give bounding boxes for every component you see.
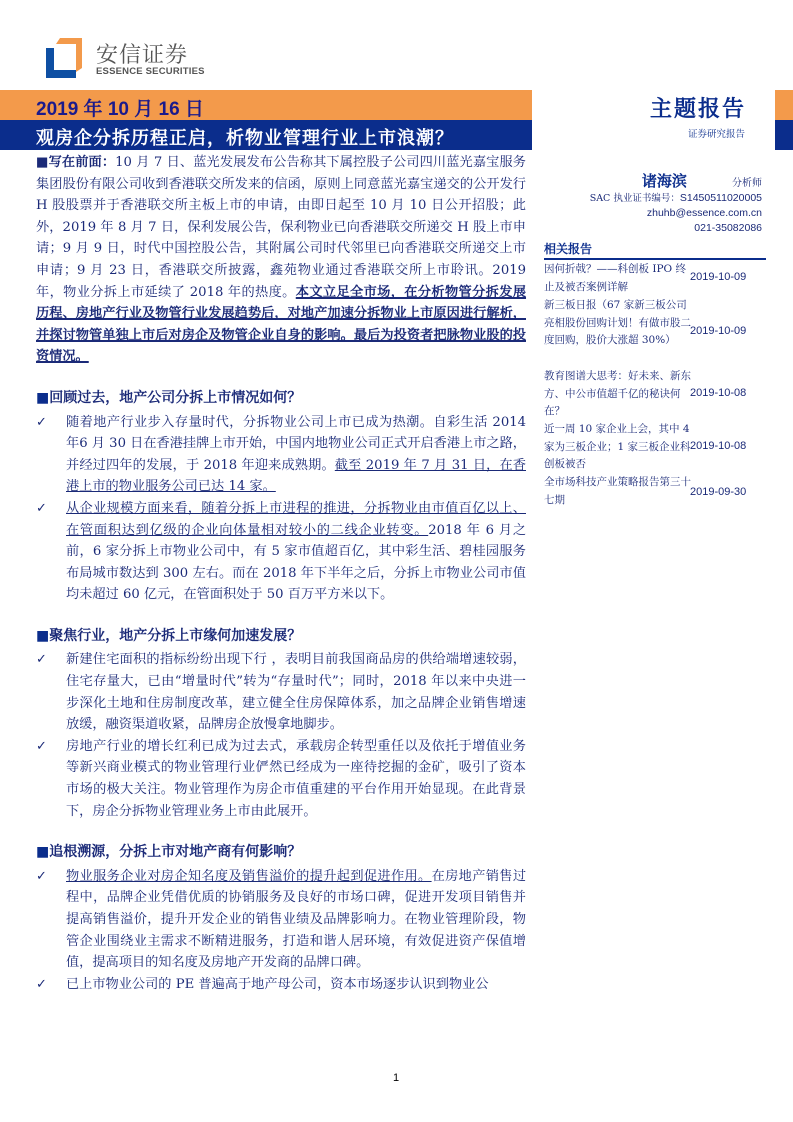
related-report-title[interactable]: 全市场科技产业策略报告第三十七期: [544, 476, 691, 506]
page-number: 1: [393, 1072, 400, 1084]
related-report-date: 2019-10-09: [690, 325, 747, 337]
related-reports-list: [544, 261, 774, 510]
analyst-phone: 021-35082086: [694, 222, 762, 234]
bullet-item: ✓ 新建住宅面积的指标纷纷出现下行 ，表明目前我国商品房的供给端增速较弱，住宅存量大，已由“增量时代”转为“存量时代”；同时，2018 年以来中央进一步深化土地和住房制度改革，建立健全住房保障体系，加之品牌企业销售增速放缓，融资渠道收紧，品牌房企放慢拿地脚步。: [36, 649, 526, 735]
checkmark-icon: ✓: [36, 414, 47, 430]
sac-number: S1450511020005: [679, 192, 762, 204]
report-body: [36, 152, 526, 995]
related-report-title[interactable]: 因何折戟？——科创板 IPO 终止及被否案例详解: [544, 263, 686, 293]
intro-paragraph: [36, 152, 526, 368]
intro-highlight: 本文立足全市场，在分析物管分拆发展历程、房地产行业及物管行业发展趋势后，对地产加速分拆物业上市原因进行解析，并探讨物管单独上市后对房企及物管企业自身的影响。最后为投资者把脉物业股的投资情况。: [36, 284, 527, 365]
intro-text: 10 月 7 日、蓝光发展发布公告称其下属控股子公司四川蓝光嘉宝服务集团股份有限公司收到香港联交所发来的信函，原则上同意蓝光嘉宝递交的公开发行 H 股股票并于香港联交所主板上市的申请，由即日起至 10 月 10 日公开招股；此外，2019 年 8 月 7 日，保利发展公告，保利物业已向香港联交所递交 H 股上市申请；9 月 9 日，时代中国控股公告，其附属公司时代邻里已向香港联交所递交上市申请；9 月 23 日，香港联交所披露，鑫苑物业通过香港联交所上市聆讯。2019 年，物业分拆上市延续了 2018 年的热度。: [36, 155, 526, 300]
bullet-item: ✓ 已上市物业公司的 PE 普遍高于地产母公司，资本市场逐步认识到物业公: [36, 974, 526, 996]
analyst-info: [540, 170, 762, 236]
bullet-item: ✓ 随着地产行业步入存量时代，分拆物业公司上市已成为热潮。自彩生活 2014 年6 月 30 日在香港挂牌上市开始，中国内地物业公司正式开启香港上市之路，并经过四年的发展，于 2018 年迎来成熟期。截至 2019 年 7 月 31 日，在香港上市的物业服务公司已达 14 家。: [36, 412, 526, 498]
analyst-email[interactable]: zhuhb@essence.com.cn: [646, 207, 762, 219]
section-heading: ■追根溯源，分拆上市对地产商有何影响？: [36, 844, 302, 861]
related-report-item[interactable]: [544, 261, 774, 296]
edge-accent-navy: [775, 120, 793, 150]
related-report-date: 2019-09-30: [690, 486, 747, 498]
checkmark-icon: ✓: [36, 652, 47, 668]
report-date: 2019 年 10 月 16 日: [36, 99, 204, 120]
checkmark-icon: ✓: [36, 500, 47, 516]
section-review: [36, 388, 526, 606]
section-heading: ■聚焦行业，地产分拆上市缘何加速发展？: [36, 627, 302, 644]
related-report-title[interactable]: 新三板日报（67 家新三板公司亮相股份回购计划！有做市股二度回购，股价大涨超 30%）: [544, 299, 691, 346]
section-heading: ■回顾过去，地产公司分拆上市情况如何？: [36, 389, 302, 406]
related-report-title[interactable]: 教育图谱大思考：好未来、新东方、中公市值超千亿的秘诀何在？: [544, 370, 691, 417]
report-type: 主题报告: [650, 96, 747, 122]
logo-name-en: ESSENCE SECURITIES: [96, 66, 205, 77]
related-reports-heading: 相关报告: [544, 242, 593, 256]
analyst-name: 诸海滨: [641, 172, 687, 190]
divider: [544, 258, 766, 260]
section-industry: [36, 626, 526, 822]
related-report-item[interactable]: [544, 421, 774, 473]
bullet-item: ✓ 物业服务企业对房企知名度及销售溢价的提升起到促进作用。在房地产销售过程中，品牌企业凭借优质的协销服务及良好的市场口碑，促进开发项目销售并提高销售溢价，提升开发企业的销售业绩及品牌影响力。在物业管理阶段，物管企业围绕业主需求不断精进服务，打造和谐人居环境，有效促进资产保值增值，提高项目的知名度及房地产开发商的品牌口碑。: [36, 866, 526, 974]
checkmark-icon: ✓: [36, 868, 47, 884]
analyst-role: 分析师: [732, 178, 762, 189]
related-report-item[interactable]: [544, 297, 774, 367]
intro-lead: ■写在前面：: [36, 155, 116, 170]
related-report-title[interactable]: 近一周 10 家企业上会，其中 4 家为三板企业；1 家三板企业科创板被否: [544, 423, 691, 470]
bullet-item: ✓ 房地产行业的增长红利已成为过去式，承载房企转型重任以及依托于增值业务等新兴商业模式的物业管理行业俨然已经成为一座待挖掘的金矿，吸引了资本市场的极大关注。物业管理作为房企市值重建的平台作用开始显现。在此背景下，房企分拆物业管理业务上市由此展开。: [36, 736, 526, 822]
related-report-item[interactable]: [544, 368, 774, 420]
related-report-date: 2019-10-09: [690, 271, 747, 283]
related-report-date: 2019-10-08: [690, 440, 747, 452]
bullet-item: ✓ 从企业规模方面来看，随着分拆上市进程的推进，分拆物业由市值百亿以上、在管面积达到亿级的企业向体量相对较小的二线企业转变。2018 年 6 月之前，6 家分拆上市物业公司中，有 5 家市值超百亿，其中彩生活、碧桂园服务布局城市数达到 300 左右。而在 2018 年下半年之后，分拆上市物业公司市值均未超过 60 亿元，在管面积处于 50 百万平方米以下。: [36, 498, 526, 606]
sac-label: SAC 执业证书编号：: [589, 193, 680, 204]
checkmark-icon: ✓: [36, 976, 47, 992]
report-subtype: 证券研究报告: [688, 129, 746, 140]
related-report-date: 2019-10-08: [690, 387, 747, 399]
essence-logo-icon: [46, 36, 82, 78]
section-impact: [36, 842, 526, 995]
edge-accent-orange: [775, 90, 793, 120]
report-title: 观房企分拆历程正启，析物业管理行业上市浪潮？: [36, 128, 454, 149]
company-logo: [46, 36, 306, 78]
checkmark-icon: ✓: [36, 738, 47, 754]
related-report-item[interactable]: [544, 474, 774, 510]
logo-name-cn: 安信证券: [96, 43, 189, 68]
